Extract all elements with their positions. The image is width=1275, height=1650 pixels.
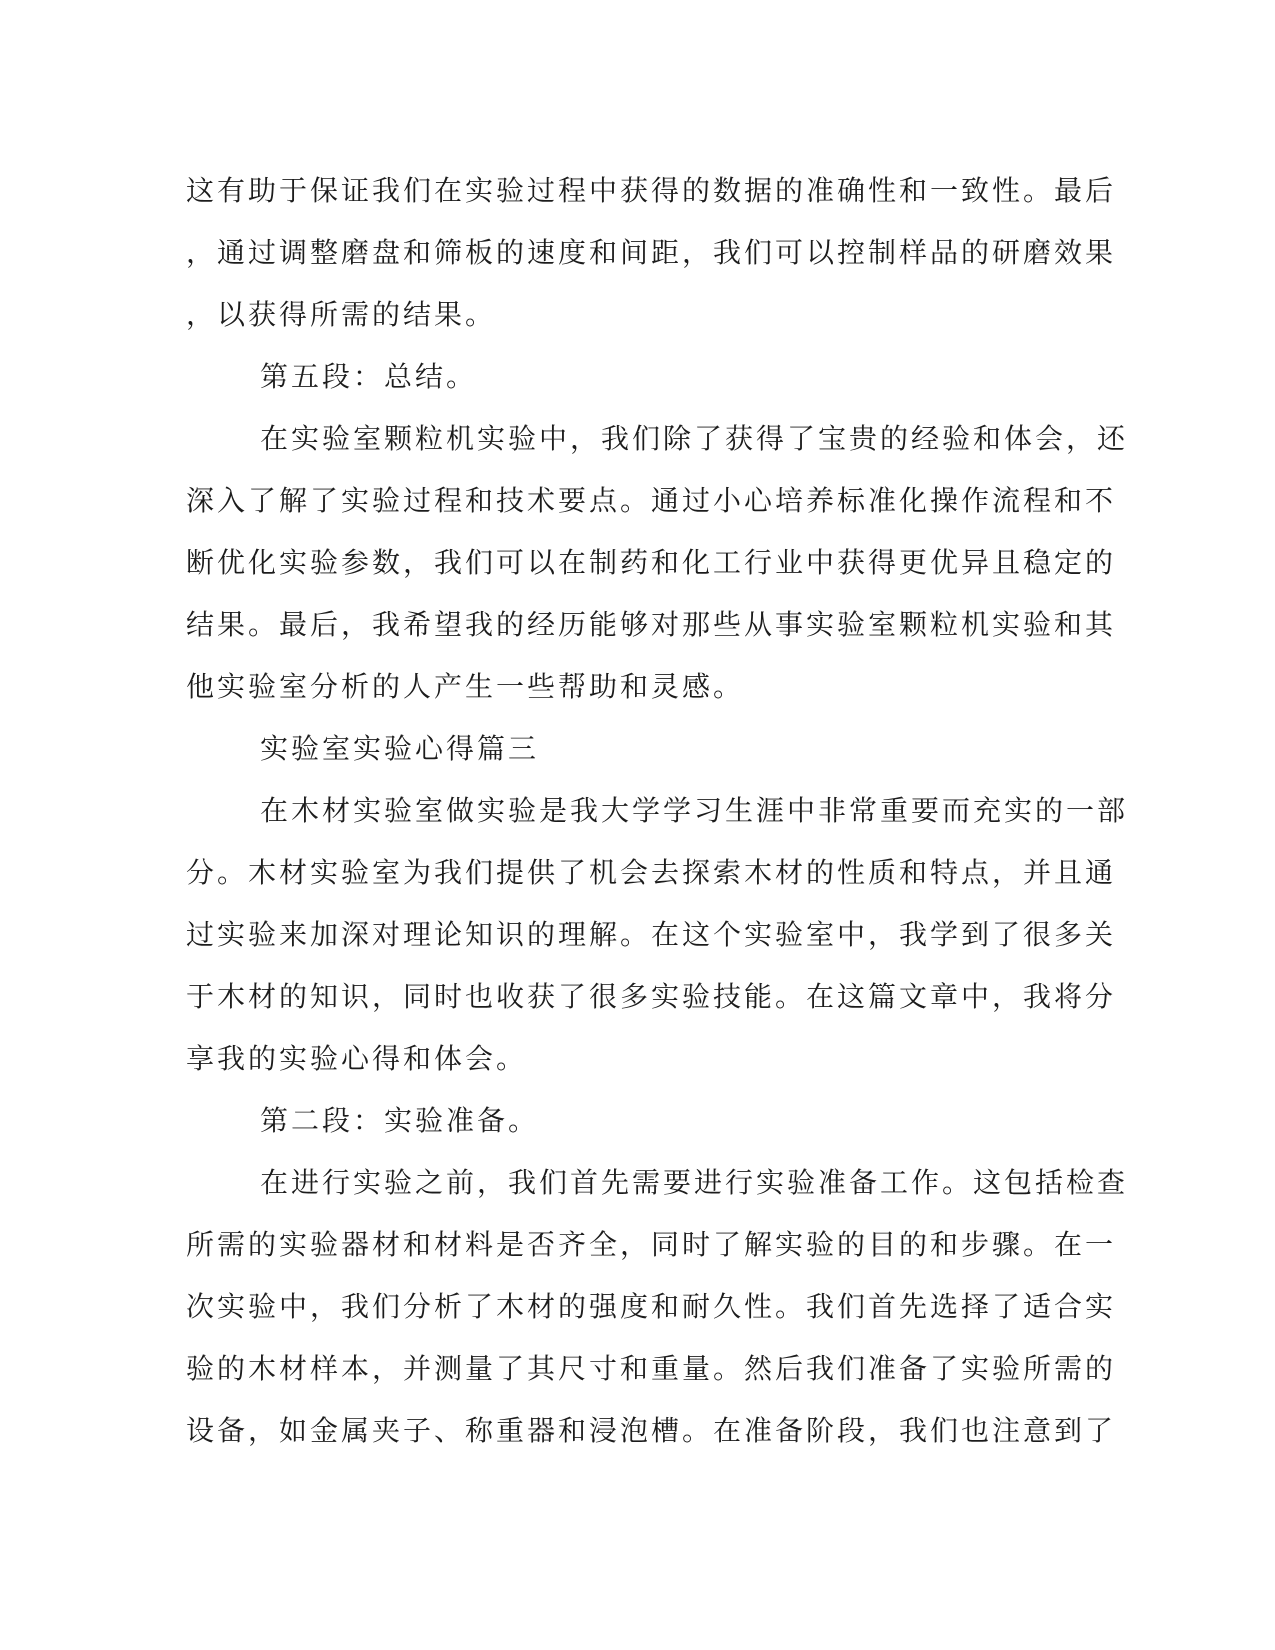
text-line-3: ，以获得所需的结果。 [186,298,497,331]
text-line-9: 他实验室分析的人产生一些帮助和灵感。 [186,670,745,703]
document-body [186,160,1129,1462]
text-line-6: 深入了解了实验过程和技术要点。通过小心培养标准化操作流程和不 [186,484,1117,517]
text-line-14: 于木材的知识，同时也收获了很多实验技能。在这篇文章中，我将分 [186,980,1117,1013]
text-line-11: 在木材实验室做实验是我大学学习生涯中非常重要而充实的一部 [260,794,1129,827]
text-line-18: 所需的实验器材和材料是否齐全，同时了解实验的目的和步骤。在一 [186,1228,1117,1261]
text-line-13: 过实验来加深对理论知识的理解。在这个实验室中，我学到了很多关 [186,918,1117,951]
text-line-7: 断优化实验参数，我们可以在制药和化工行业中获得更优异且稳定的 [186,546,1117,579]
article-title-3: 实验室实验心得篇三 [260,732,540,765]
text-line-19: 次实验中，我们分析了木材的强度和耐久性。我们首先选择了适合实 [186,1290,1117,1323]
text-line-15: 享我的实验心得和体会。 [186,1042,528,1075]
text-line-20: 验的木材样本，并测量了其尺寸和重量。然后我们准备了实验所需的 [186,1352,1117,1385]
text-line-2: ，通过调整磨盘和筛板的速度和间距，我们可以控制样品的研磨效果 [186,236,1117,269]
text-line-1: 这有助于保证我们在实验过程中获得的数据的准确性和一致性。最后 [186,174,1117,207]
text-line-21: 设备，如金属夹子、称重器和浸泡槽。在准备阶段，我们也注意到了 [186,1414,1117,1447]
text-line-5: 在实验室颗粒机实验中，我们除了获得了宝贵的经验和体会，还 [260,422,1129,455]
text-line-12: 分。木材实验室为我们提供了机会去探索木材的性质和特点，并且通 [186,856,1117,889]
text-line-8: 结果。最后，我希望我的经历能够对那些从事实验室颗粒机实验和其 [186,608,1117,641]
section-heading-2: 第二段：实验准备。 [260,1104,540,1137]
section-heading-5: 第五段：总结。 [260,360,478,393]
text-line-17: 在进行实验之前，我们首先需要进行实验准备工作。这包括检查 [260,1166,1129,1199]
